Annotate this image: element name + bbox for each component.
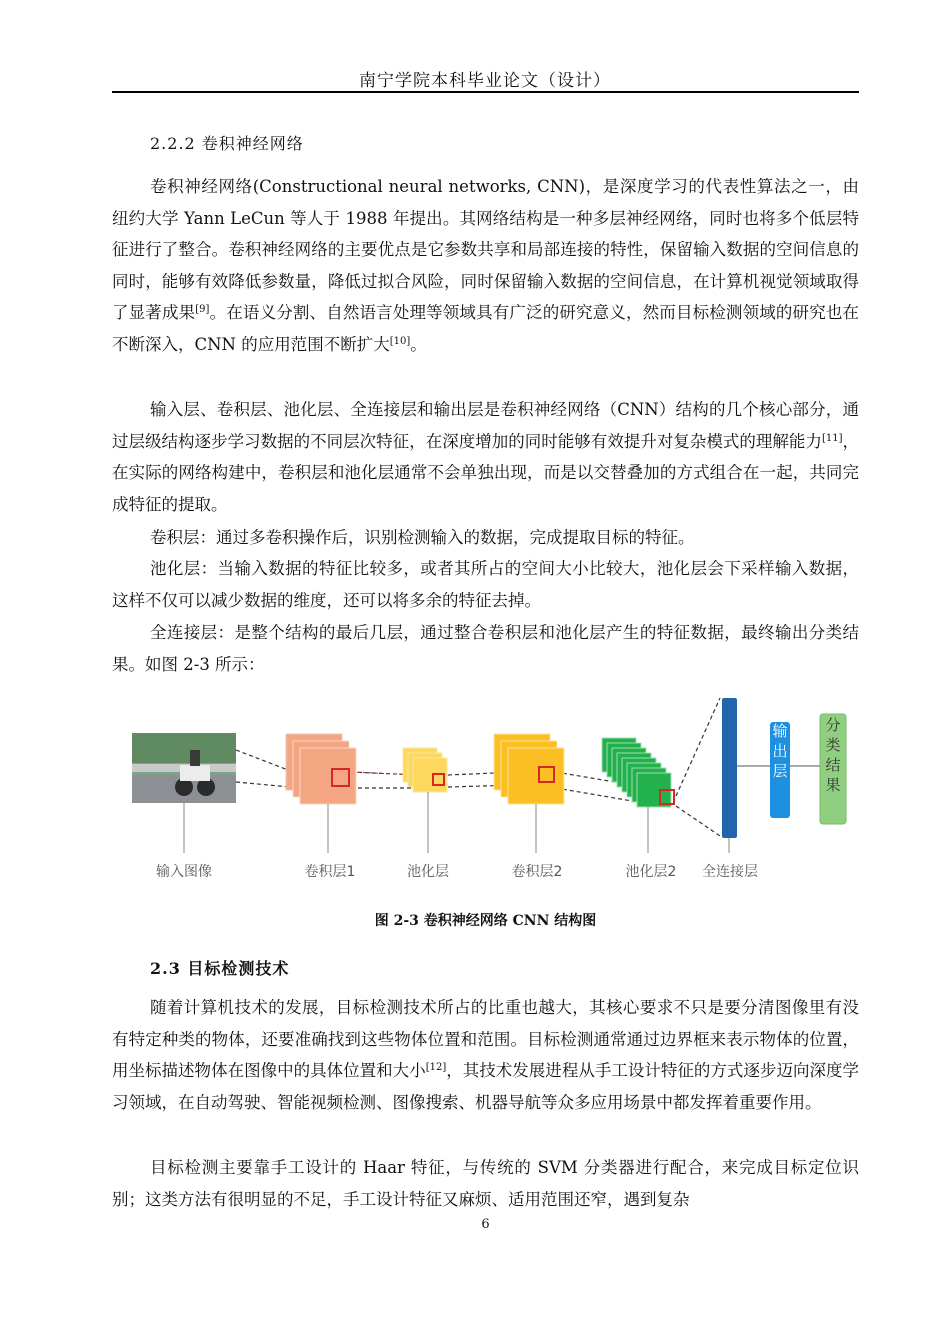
result-label: 分类结果 (825, 716, 841, 794)
paragraph-cnn-layers (112, 394, 859, 520)
figure-label-pool1: 池化层 (407, 864, 449, 880)
citation-ref-12: [12] (425, 1062, 447, 1074)
paragraph-text: 卷积神经网络(Constructional neural networks, CNN)，是深度学习的代表性算法之一，由纽约大学 Yann LeCun 等人于 1988 年提出。其网络结构是一种多层神经网络，同时也将多个低层特征进行了整合。卷积神经网络的主要优点是它参数共享和局部连接的特性，保留输入数据的空间信息的同时，能够有效降低参数量，降低过拟合风险，同时保留输入数据的空间信息，在计算机视觉领域取得了显著成果 (112, 177, 859, 323)
fc-layer-bar (722, 698, 737, 838)
citation-ref-11: [11] (821, 432, 843, 444)
paragraph-conv-layer: 卷积层：通过多卷积操作后，识别检测输入的数据，完成提取目标的特征。 (150, 528, 695, 547)
figure-label-conv1: 卷积层1 (304, 864, 356, 880)
pool-layer-2 (602, 738, 674, 807)
figure-label-input: 输入图像 (156, 864, 212, 880)
paragraph-text: ，其技术发展进程从手工设计特征的方式逐步迈向深度学习领域，在自动驾驶、智能视频检测、图像搜索、机器导航等众多应用场景中都发挥着重要作用。 (112, 1061, 860, 1112)
conv-layer-1 (286, 734, 356, 804)
output-layer-label: 输出层 (772, 722, 788, 780)
page-number: 6 (481, 1217, 490, 1232)
conv-layer-2 (494, 734, 564, 804)
paragraph-text: 。在语义分割、自然语言处理等领域具有广泛的研究意义，然而目标检测领域的研究也在不断深入，CNN 的应用范围不断扩大 (112, 303, 860, 354)
paragraph-pool-layer: 池化层：当输入数据的特征比较多，或者其所占的空间大小比较大，池化层会下采样输入数据，这样不仅可以减少数据的维度，还可以将多余的特征去掉。 (112, 559, 859, 610)
figure-label-pool2: 池化层2 (625, 864, 677, 880)
paragraph-cnn-intro (112, 171, 859, 361)
paragraph-detection-intro (112, 992, 859, 1118)
section-heading-2-2-2: 2.2.2 卷积神经网络 (150, 134, 304, 153)
paragraph-haar-svm: 目标检测主要靠手工设计的 Haar 特征，与传统的 SVM 分类器进行配合，来完成目标定位识别；这类方法有很明显的不足，手工设计特征又麻烦、适用范围还窄，遇到复杂 (112, 1158, 859, 1209)
paragraph-text: 随着计算机技术的发展，目标检测技术所占的比重也越大，其核心要求不只是要分清图像里有没有特定种类的物体，还要准确找到这些物体位置和范围。目标检测通常通过边界框来表示物体的位置，用坐标描述物体在图像中的具体位置和大小 (112, 998, 859, 1081)
paragraph-text: ，在实际的网络构建中，卷积层和池化层通常不会单独出现，而是以交替叠加的方式组合在一起，共同完成特征的提取。 (112, 431, 860, 514)
paragraph-text: 。 (410, 334, 427, 354)
page-header-title: 南宁学院本科毕业论文（设计） (359, 71, 611, 91)
header-rule (112, 91, 859, 93)
paragraph-fc-layer: 全连接层：是整个结构的最后几层，通过整合卷积层和池化层产生的特征数据，最终输出分类结果。如图 2-3 所示： (112, 623, 859, 674)
cnn-structure-figure (118, 690, 858, 890)
figure-label-fc: 全连接层 (702, 864, 758, 880)
figure-label-conv2: 卷积层2 (511, 864, 563, 880)
pool-layer-1 (403, 748, 447, 792)
figure-caption: 图 2-3 卷积神经网络 CNN 结构图 (374, 913, 597, 929)
section-heading-2-3: 2.3 目标检测技术 (150, 959, 290, 978)
paragraph-text: 输入层、卷积层、池化层、全连接层和输出层是卷积神经网络（CNN）结构的几个核心部分，通过层级结构逐步学习数据的不同层次特征，在深度增加的同时能够有效提升对复杂模式的理解能力 (112, 400, 859, 451)
citation-ref-9: [9] (195, 304, 210, 316)
input-image (132, 733, 236, 803)
citation-ref-10: [10] (389, 335, 411, 347)
